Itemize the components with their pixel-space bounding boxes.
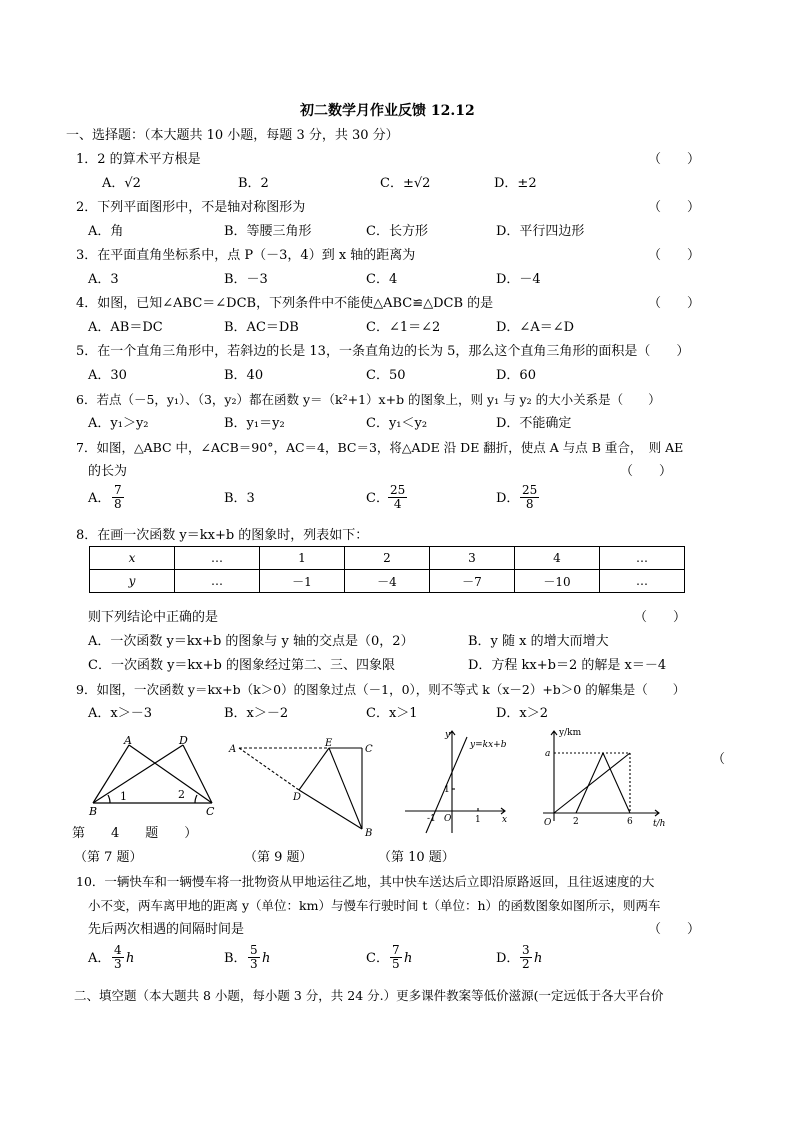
q4-answer-blank: （ ） — [648, 296, 701, 311]
tick-label-a: a — [545, 749, 551, 759]
table-row-x — [90, 547, 685, 570]
q2-option-a: A．角 — [88, 224, 124, 239]
q10-stem-line1: 10．一辆快车和一辆慢车将一批物资从甲地运往乙地，其中快车送达后立即沿原路返回，且往返速度的大 — [76, 874, 655, 889]
frac-den: 8 — [525, 497, 534, 511]
q10-option-d-fraction — [520, 944, 532, 971]
frac-num: 7 — [392, 943, 400, 957]
q4-option-d: D．∠A＝∠D — [496, 320, 575, 335]
label-angle-1: 1 — [120, 790, 127, 803]
line-equation-label: y=kx+b — [470, 740, 507, 750]
frac-den: 3 — [250, 957, 258, 971]
label-A: A — [229, 744, 237, 755]
frac-den: 4 — [393, 497, 402, 511]
q7-stem-line2: 的长为 — [88, 464, 128, 479]
frac-num: 25 — [390, 483, 406, 497]
q2-answer-blank: （ ） — [648, 200, 701, 215]
q1-answer-blank: （ ） — [648, 152, 701, 167]
frac-num: 5 — [250, 943, 258, 957]
frac-num: 4 — [114, 943, 122, 957]
q10-option-a-fraction — [112, 944, 124, 971]
axis-x-label: t/h — [653, 819, 666, 829]
q6-option-d: D．不能确定 — [496, 416, 572, 431]
q6-option-c: C．y₁＜y₂ — [366, 416, 428, 431]
q2-option-b: B．等腰三角形 — [224, 224, 312, 239]
q7-option-a-fraction — [112, 484, 124, 511]
q10-option-b-fraction — [248, 944, 260, 971]
origin-label: O — [444, 814, 452, 824]
q10-option-a: A． — [88, 951, 111, 966]
table-cell: 2 — [345, 547, 430, 570]
label-D: D — [293, 792, 302, 803]
q7-option-c-fraction — [388, 484, 407, 511]
q3-answer-blank: （ ） — [648, 248, 701, 263]
q8-option-b: B．y 随 x 的增大而增大 — [468, 634, 609, 649]
q5-option-d: D．60 — [496, 368, 536, 383]
label-A: A — [124, 734, 132, 747]
label-C: C — [206, 805, 215, 818]
q8-lead: 则下列结论中正确的是 — [88, 610, 219, 625]
q1-option-a: A．√2 — [102, 176, 141, 191]
table-cell: －7 — [430, 570, 515, 593]
label-B: B — [365, 828, 373, 839]
table-cell: 3 — [430, 547, 515, 570]
q10-option-a-unit: h — [126, 951, 135, 966]
table-cell: … — [600, 547, 685, 570]
table-cell: y — [90, 570, 175, 593]
frac-num: 7 — [114, 483, 122, 497]
q9-option-a: A．x＞－3 — [88, 706, 152, 721]
q10-option-c-fraction — [390, 944, 402, 971]
q5-option-c: C．50 — [366, 368, 406, 383]
table-cell: 1 — [260, 547, 345, 570]
q5-option-b: B．40 — [224, 368, 264, 383]
q6-option-a: A．y₁＞y₂ — [88, 416, 149, 431]
figure-q4-triangles — [80, 735, 230, 820]
q1-option-c: C．±√2 — [380, 176, 431, 191]
table-cell: －1 — [260, 570, 345, 593]
q7-answer-blank: （ ） — [620, 464, 673, 479]
table-cell: －10 — [515, 570, 600, 593]
q6-stem: 6．若点（－5，y₁）、（3，y₂）都在函数 y＝（k²+1）x+b 的图象上，则 y₁ 与 y₂ 的大小关系是（ ） — [76, 392, 661, 407]
table-cell: … — [175, 570, 260, 593]
table-cell: x — [90, 547, 175, 570]
label-angle-2: 2 — [178, 788, 185, 801]
q10-option-b: B． — [224, 951, 247, 966]
q8-option-a: A．一次函数 y＝kx+b 的图象与 y 轴的交点是（0，2） — [88, 634, 414, 649]
figure-q7-caption: （第 7 题） — [74, 850, 143, 865]
q10-stem-line2: 小不变，两车离甲地的距离 y（单位：km）与慢车行驶时间 t（单位：h）的函数图象如图所示，则两车 — [88, 898, 661, 913]
q7-option-d: D． — [496, 491, 520, 506]
q4-option-b: B．AC＝DB — [224, 320, 299, 335]
q5-option-a: A．30 — [88, 368, 127, 383]
table-cell: 4 — [515, 547, 600, 570]
q9-stem: 9．如图，一次函数 y＝kx+b（k＞0）的图象过点（－1，0），则不等式 k（x－2）+b＞0 的解集是（ ） — [76, 682, 686, 697]
tick-label-2: 2 — [573, 817, 579, 827]
figure-q9-caption: （第 9 题） — [244, 850, 313, 865]
q3-option-b: B．－3 — [224, 272, 268, 287]
frac-num: 3 — [522, 943, 530, 957]
q2-option-c: C．长方形 — [366, 224, 428, 239]
q8-answer-blank: （ ） — [634, 610, 687, 625]
table-cell: … — [600, 570, 685, 593]
q1-stem: 1．2 的算术平方根是 — [76, 152, 201, 167]
q10-option-d: D． — [496, 951, 520, 966]
q2-stem: 2．下列平面图形中，不是轴对称图形为 — [76, 200, 306, 215]
q4-stem: 4．如图，已知∠ABC＝∠DCB，下列条件中不能使△ABC≌△DCB 的是 — [76, 296, 494, 311]
q10-answer-blank: （ ） — [648, 922, 701, 937]
tick-label-6: 6 — [627, 817, 633, 827]
label-D: D — [179, 734, 188, 747]
q7-option-a: A． — [88, 491, 111, 506]
figure-q4-caption: 第 4 题 ） — [72, 826, 198, 841]
axis-y-label: y — [445, 730, 451, 740]
q9-option-b: B．x＞－2 — [224, 706, 289, 721]
q6-option-b: B．y₁＝y₂ — [224, 416, 285, 431]
q9-option-c: C．x＞1 — [366, 706, 418, 721]
q7-option-d-fraction — [520, 484, 539, 511]
q1-option-b: B．2 — [238, 176, 269, 191]
q10-option-c-unit: h — [404, 951, 413, 966]
figure-q10-distance-time — [533, 725, 673, 833]
q4-option-a: A．AB＝DC — [88, 320, 163, 335]
q3-option-a: A．3 — [88, 272, 119, 287]
label-E: E — [325, 738, 333, 749]
page-title: 初二数学月作业反馈 12.12 — [300, 103, 475, 119]
origin-label: O — [544, 818, 552, 828]
frac-den: 3 — [114, 957, 122, 971]
table-row-y — [90, 570, 685, 593]
figure-q9-line-graph — [400, 725, 515, 837]
q2-option-d: D．平行四边形 — [496, 224, 585, 239]
q10-option-c: C． — [366, 951, 389, 966]
label-B: B — [89, 805, 98, 818]
figure-q7-fold — [225, 738, 380, 838]
tick-label-x1: 1 — [475, 815, 481, 825]
frac-num: 25 — [522, 483, 538, 497]
q7-option-c: C． — [366, 491, 389, 506]
frac-den: 2 — [522, 957, 530, 971]
axis-y-label: y/km — [559, 728, 582, 738]
q3-option-d: D．－4 — [496, 272, 541, 287]
frac-den: 5 — [392, 957, 400, 971]
q3-option-c: C．4 — [366, 272, 398, 287]
q1-option-d: D．±2 — [494, 176, 537, 191]
table-cell: … — [175, 547, 260, 570]
q10-option-b-unit: h — [262, 951, 271, 966]
q10-option-d-unit: h — [534, 951, 543, 966]
q8-option-c: C．一次函数 y＝kx+b 的图象经过第二、三、四象限 — [88, 658, 395, 673]
figure-q10-caption: （第 10 题） — [378, 850, 455, 865]
figure-q4-caption-paren: （ — [712, 752, 726, 767]
section-heading-choice: 一、选择题：（本大题共 10 小题，每题 3 分，共 30 分） — [66, 128, 399, 143]
q8-value-table — [89, 546, 685, 593]
q10-stem-line3: 先后两次相遇的间隔时间是 — [88, 922, 245, 937]
section-heading-fill: 二、填空题（本大题共 8 小题，每小题 3 分，共 24 分.）更多课件教案等低价滋源(一定远低于各大平台价 — [74, 988, 664, 1003]
q3-stem: 3．在平面直角坐标系中，点 P（－3，4）到 x 轴的距离为 — [76, 248, 416, 263]
axis-x-label: x — [502, 815, 508, 825]
q7-option-b: B．3 — [224, 491, 255, 506]
tick-label-y1: 1 — [444, 785, 450, 795]
frac-den: 8 — [114, 497, 122, 511]
q7-stem-line1: 7．如图，△ABC 中，∠ACB＝90°，AC＝4，BC＝3，将△ADE 沿 DE 翻折，使点 A 与点 B 重合， 则 AE — [76, 440, 684, 455]
q5-stem: 5．在一个直角三角形中，若斜边的长是 13，一条直角边的长为 5，那么这个直角三角形的面积是（ ） — [76, 344, 690, 359]
label-C: C — [365, 744, 373, 755]
q4-option-c: C．∠1＝∠2 — [366, 320, 441, 335]
table-cell: －4 — [345, 570, 430, 593]
tick-label-neg1: -1 — [427, 814, 436, 824]
q8-stem: 8．在画一次函数 y＝kx+b 的图象时，列表如下： — [76, 528, 369, 543]
q8-option-d: D．方程 kx+b＝2 的解是 x＝－4 — [468, 658, 667, 673]
q9-option-d: D．x＞2 — [496, 706, 549, 721]
